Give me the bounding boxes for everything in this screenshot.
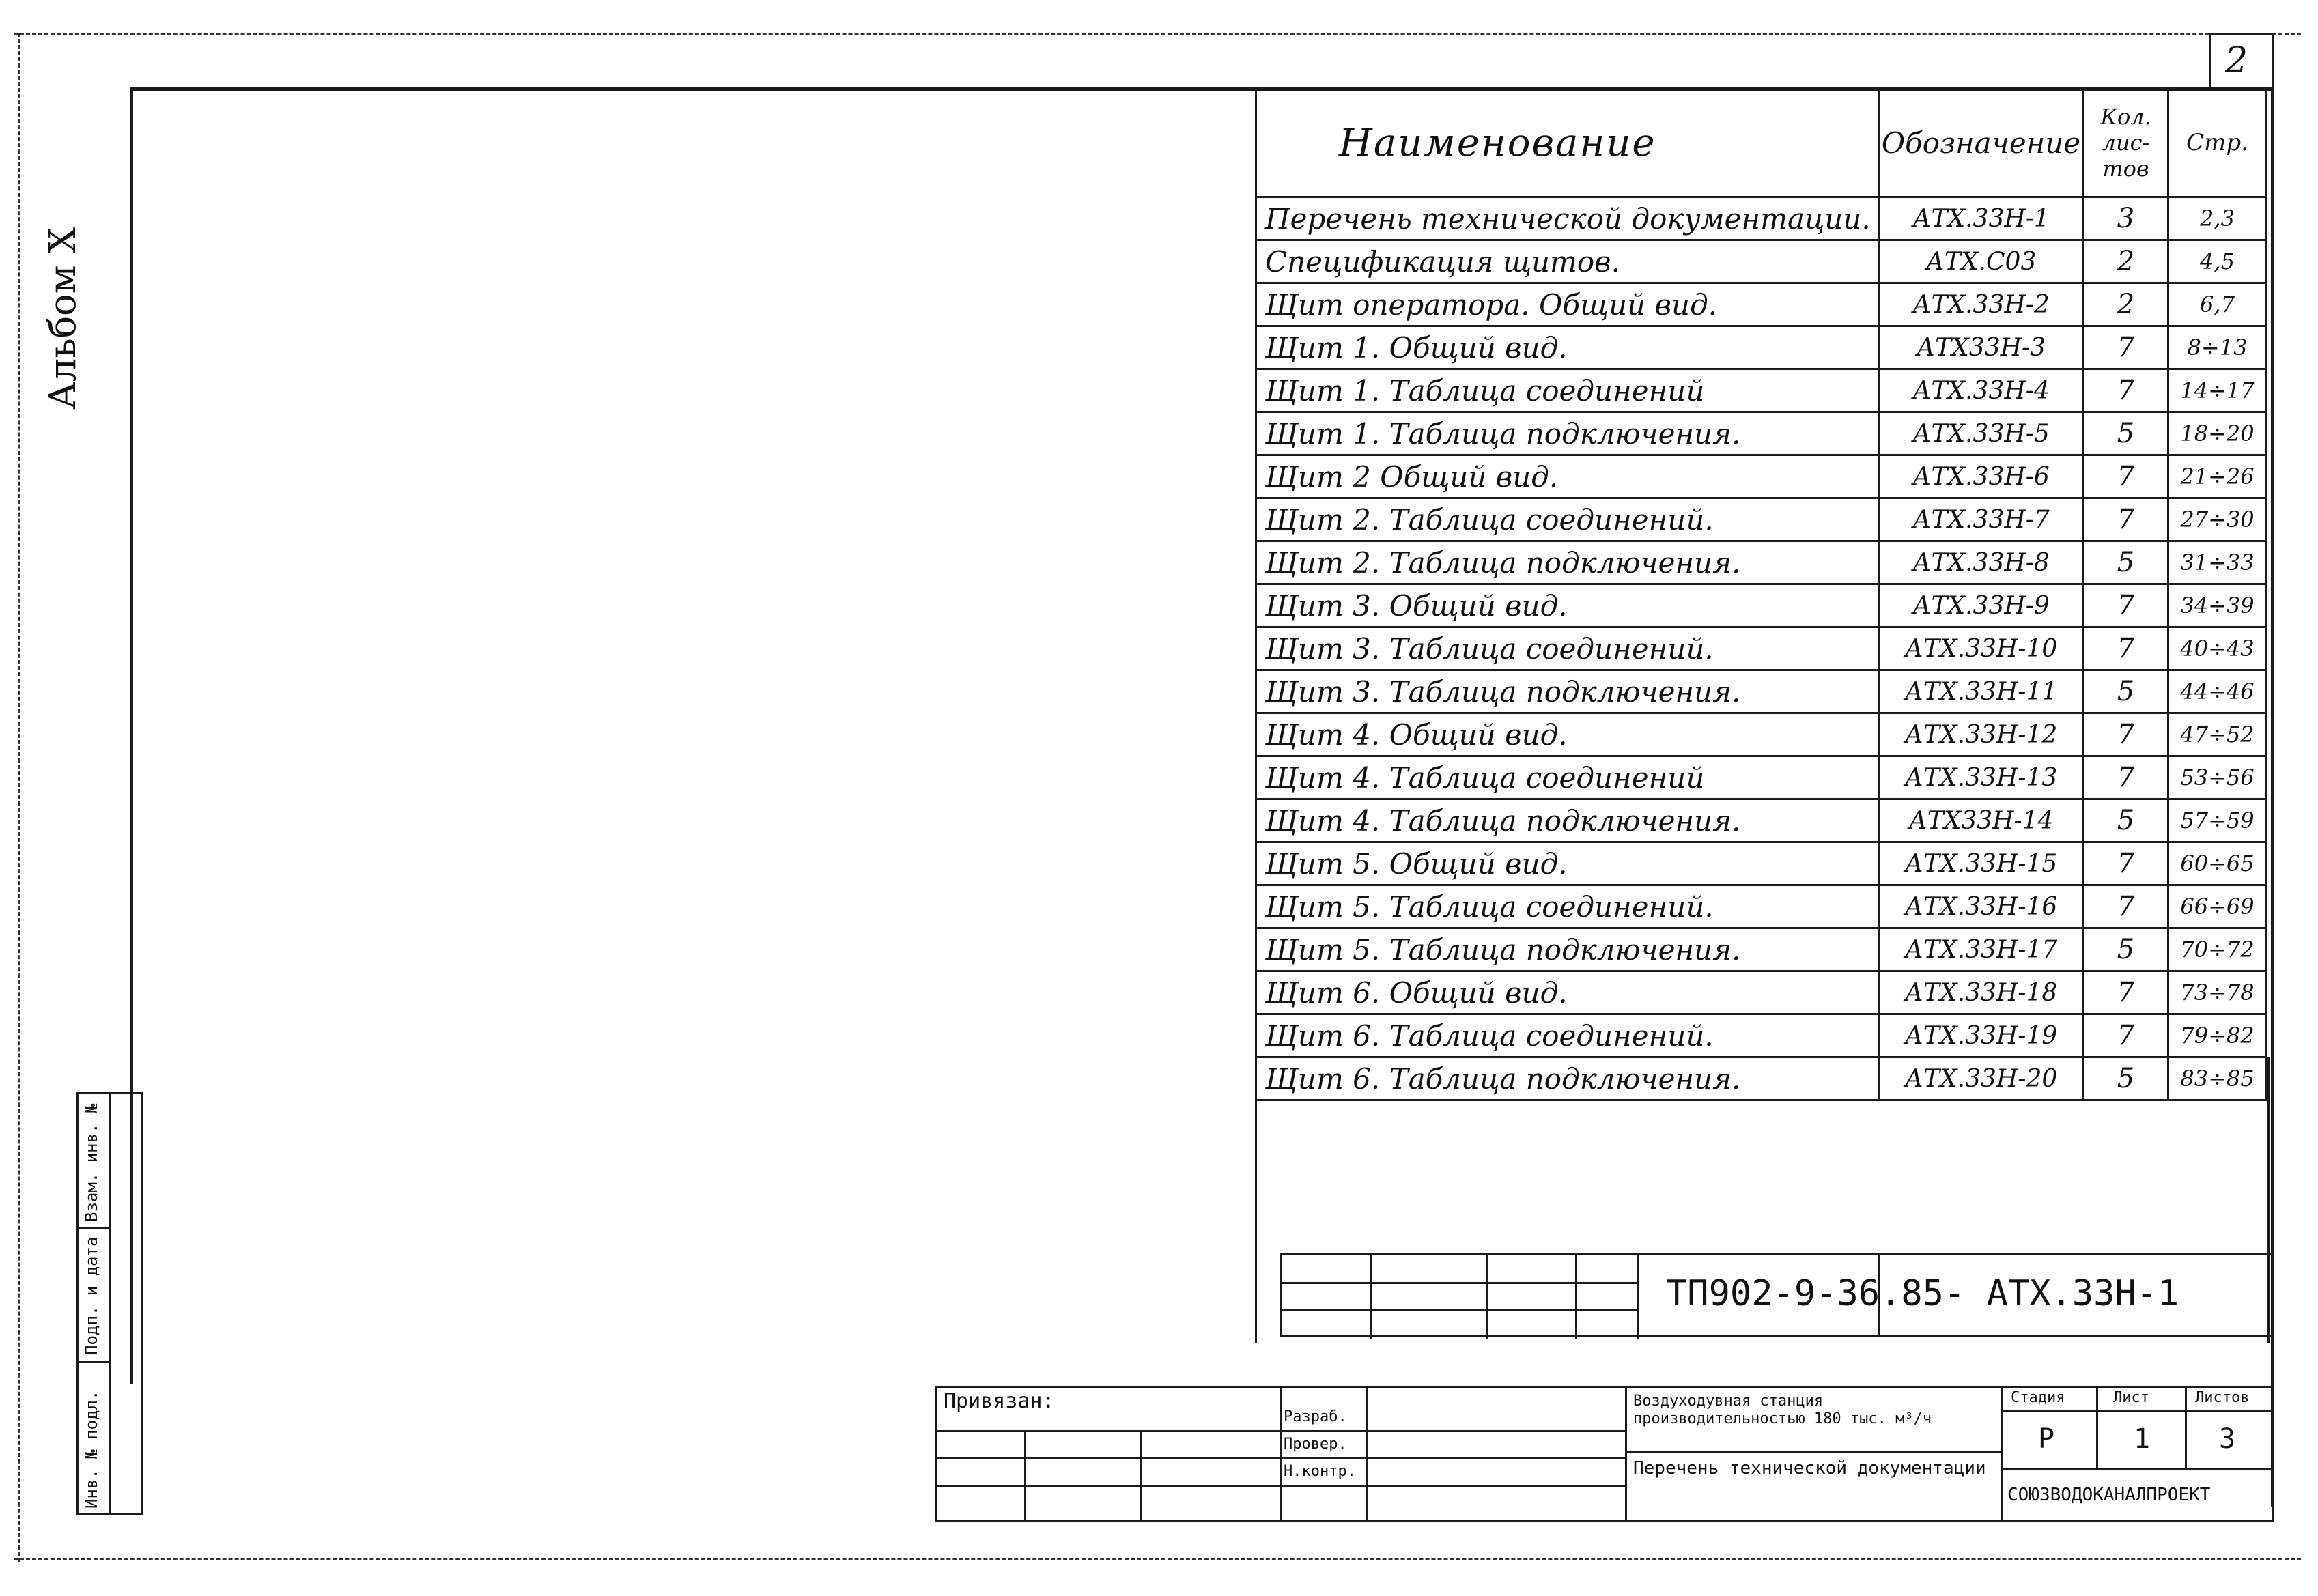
sheet-value: 1 xyxy=(2134,1423,2151,1455)
toc-row-code: АТХ.33Н-12 xyxy=(1879,713,2084,756)
toc-row-page: 2,3 xyxy=(2168,197,2267,240)
toc-row-count: 7 xyxy=(2084,584,2168,627)
toc-row-count: 5 xyxy=(2084,799,2168,842)
toc-row-code: АТХ.33Н-2 xyxy=(1879,283,2084,326)
toc-row-name: Щит 6. Общий вид. xyxy=(1256,971,1879,1014)
toc-row xyxy=(1256,455,2267,498)
toc-row xyxy=(1256,369,2267,412)
toc-row-page: 40÷43 xyxy=(2168,627,2267,670)
toc-row-count: 7 xyxy=(2084,455,2168,498)
toc-row-name: Щит 5. Общий вид. xyxy=(1256,842,1879,885)
doc-code: ТП902-9-36.85- АТХ.33Н-1 xyxy=(1666,1273,2179,1314)
toc-row-count: 7 xyxy=(2084,627,2168,670)
toc-row-code: АТХ.33Н-5 xyxy=(1879,412,2084,455)
toc-row xyxy=(1256,799,2267,842)
toc-row-page: 8÷13 xyxy=(2168,326,2267,369)
cut-edge-top xyxy=(14,33,2301,35)
cut-edge-left xyxy=(18,33,20,1562)
toc-row-code: АТХ33Н-14 xyxy=(1879,799,2084,842)
toc-row-code: АТХ.33Н-10 xyxy=(1879,627,2084,670)
toc-row xyxy=(1256,412,2267,455)
toc-row-count: 7 xyxy=(2084,326,2168,369)
toc-row xyxy=(1256,584,2267,627)
toc-row-page: 83÷85 xyxy=(2168,1057,2267,1100)
toc-row-page: 60÷65 xyxy=(2168,842,2267,885)
toc-row-name: Щит 3. Таблица соединений. xyxy=(1256,627,1879,670)
album-label: Альбом X xyxy=(41,227,84,410)
toc-row-code: АТХ.33Н-17 xyxy=(1879,928,2084,971)
toc-row-count: 7 xyxy=(2084,1014,2168,1057)
sheet-number: 2 xyxy=(2225,40,2248,81)
toc-row-page: 57÷59 xyxy=(2168,799,2267,842)
toc-row-code: АТХ.33Н-11 xyxy=(1879,670,2084,713)
toc-row-code: АТХ.С03 xyxy=(1879,240,2084,283)
toc-row-name: Щит 2. Таблица соединений. xyxy=(1256,498,1879,541)
toc-row-name: Щит 4. Таблица соединений xyxy=(1256,756,1879,799)
toc-row-page: 34÷39 xyxy=(2168,584,2267,627)
toc-row-name: Щит 4. Таблица подключения. xyxy=(1256,799,1879,842)
role-checker: Провер. xyxy=(1284,1436,1347,1453)
toc-row-count: 5 xyxy=(2084,928,2168,971)
header-page: Стр. xyxy=(2168,89,2267,197)
toc-row-name: Щит 5. Таблица соединений. xyxy=(1256,885,1879,928)
toc-row-count: 5 xyxy=(2084,541,2168,584)
toc-row xyxy=(1256,842,2267,885)
toc-row-page: 66÷69 xyxy=(2168,885,2267,928)
stage-value: Р xyxy=(2038,1423,2055,1455)
stage-label: Стадия xyxy=(2011,1389,2065,1406)
toc-row-page: 27÷30 xyxy=(2168,498,2267,541)
toc-row xyxy=(1256,627,2267,670)
sheet-number-box xyxy=(2209,33,2274,89)
toc-row-count: 7 xyxy=(2084,842,2168,885)
toc-row-name: Щит 5. Таблица подключения. xyxy=(1256,928,1879,971)
title-block xyxy=(935,1253,2274,1526)
toc-row xyxy=(1256,756,2267,799)
organization: СОЮЗВОДОКАНАЛПРОЕКТ xyxy=(2007,1485,2211,1505)
toc-row-page: 44÷46 xyxy=(2168,670,2267,713)
toc-row-code: АТХ.33Н-1 xyxy=(1879,197,2084,240)
toc-row-name: Щит 1. Таблица подключения. xyxy=(1256,412,1879,455)
role-developer: Разраб. xyxy=(1284,1408,1347,1425)
toc-row xyxy=(1256,928,2267,971)
toc-row xyxy=(1256,1014,2267,1057)
toc-row xyxy=(1256,541,2267,584)
doc-title: Перечень технической документации xyxy=(1633,1458,1986,1479)
toc-row-name: Щит 3. Общий вид. xyxy=(1256,584,1879,627)
side-stamp-field1: Подп. и дата xyxy=(82,1236,101,1355)
toc-row-code: АТХ.33Н-18 xyxy=(1879,971,2084,1014)
toc-row-page: 21÷26 xyxy=(2168,455,2267,498)
toc-row-name: Щит 4. Общий вид. xyxy=(1256,713,1879,756)
toc-row-code: АТХ.33Н-19 xyxy=(1879,1014,2084,1057)
toc-row-count: 2 xyxy=(2084,240,2168,283)
toc-row xyxy=(1256,240,2267,283)
toc-row-count: 7 xyxy=(2084,756,2168,799)
toc-row-code: АТХ.33Н-7 xyxy=(1879,498,2084,541)
toc-row-code: АТХ.33Н-15 xyxy=(1879,842,2084,885)
toc-row-code: АТХ.33Н-8 xyxy=(1879,541,2084,584)
toc-row xyxy=(1256,971,2267,1014)
toc-row-code: АТХ.33Н-9 xyxy=(1879,584,2084,627)
toc-row-page: 18÷20 xyxy=(2168,412,2267,455)
toc-row-code: АТХ33Н-3 xyxy=(1879,326,2084,369)
toc-row-name: Щит 2 Общий вид. xyxy=(1256,455,1879,498)
side-stamp xyxy=(76,1092,145,1515)
toc-row-name: Щит 6. Таблица соединений. xyxy=(1256,1014,1879,1057)
toc-row-name: Перечень технической документации. xyxy=(1256,197,1879,240)
toc-row-page: 4,5 xyxy=(2168,240,2267,283)
sheet-label: Лист xyxy=(2113,1389,2149,1406)
header-code: Обозначение xyxy=(1879,89,2084,197)
toc-row-page: 47÷52 xyxy=(2168,713,2267,756)
header-name: Наименование xyxy=(1256,89,1879,197)
toc-row-code: АТХ.33Н-16 xyxy=(1879,885,2084,928)
cut-edge-bottom xyxy=(14,1558,2301,1560)
toc-row-page: 53÷56 xyxy=(2168,756,2267,799)
toc-row-code: АТХ.33Н-4 xyxy=(1879,369,2084,412)
header-count: Кол. лис- тов xyxy=(2084,89,2168,197)
toc-row-code: АТХ.33Н-6 xyxy=(1879,455,2084,498)
toc-row-count: 5 xyxy=(2084,412,2168,455)
toc-header-row xyxy=(1256,89,2267,197)
toc-row-count: 5 xyxy=(2084,1057,2168,1100)
toc-row xyxy=(1256,670,2267,713)
sheets-value: 3 xyxy=(2219,1423,2236,1455)
toc-row-page: 70÷72 xyxy=(2168,928,2267,971)
toc-row-name: Щит оператора. Общий вид. xyxy=(1256,283,1879,326)
toc-row-name: Щит 3. Таблица подключения. xyxy=(1256,670,1879,713)
toc-row-name: Спецификация щитов. xyxy=(1256,240,1879,283)
toc-body xyxy=(1256,197,2267,1100)
toc-row-page: 14÷17 xyxy=(2168,369,2267,412)
toc-row-name: Щит 1. Общий вид. xyxy=(1256,326,1879,369)
toc-row-count: 7 xyxy=(2084,498,2168,541)
toc-row-page: 79÷82 xyxy=(2168,1014,2267,1057)
toc-row-page: 73÷78 xyxy=(2168,971,2267,1014)
toc-row-page: 31÷33 xyxy=(2168,541,2267,584)
toc-row xyxy=(1256,885,2267,928)
role-norm-control: Н.контр. xyxy=(1284,1463,1356,1480)
toc-row-count: 5 xyxy=(2084,670,2168,713)
toc-table-wrap xyxy=(1255,87,2265,1101)
bound-label: Привязан: xyxy=(944,1389,1055,1413)
side-stamp-field2: Взам. инв. № xyxy=(82,1103,101,1222)
toc-row xyxy=(1256,326,2267,369)
toc-row-code: АТХ.33Н-13 xyxy=(1879,756,2084,799)
toc-row xyxy=(1256,283,2267,326)
toc-row-count: 7 xyxy=(2084,971,2168,1014)
toc-table xyxy=(1255,87,2267,1101)
toc-row-count: 7 xyxy=(2084,713,2168,756)
toc-row xyxy=(1256,713,2267,756)
toc-row xyxy=(1256,498,2267,541)
project-name: Воздуходувная станция производительностью 180 тыс. м³/ч xyxy=(1633,1393,1932,1427)
sheets-label: Листов xyxy=(2195,1389,2250,1406)
toc-row-count: 2 xyxy=(2084,283,2168,326)
side-stamp-field3: Инв. № подл. xyxy=(82,1390,101,1509)
toc-row-code: АТХ.33Н-20 xyxy=(1879,1057,2084,1100)
toc-row-page: 6,7 xyxy=(2168,283,2267,326)
toc-row-count: 7 xyxy=(2084,369,2168,412)
toc-row-name: Щит 1. Таблица соединений xyxy=(1256,369,1879,412)
toc-row-count: 7 xyxy=(2084,885,2168,928)
toc-row-name: Щит 6. Таблица подключения. xyxy=(1256,1057,1879,1100)
toc-row xyxy=(1256,197,2267,240)
toc-row-count: 3 xyxy=(2084,197,2168,240)
toc-row-name: Щит 2. Таблица подключения. xyxy=(1256,541,1879,584)
